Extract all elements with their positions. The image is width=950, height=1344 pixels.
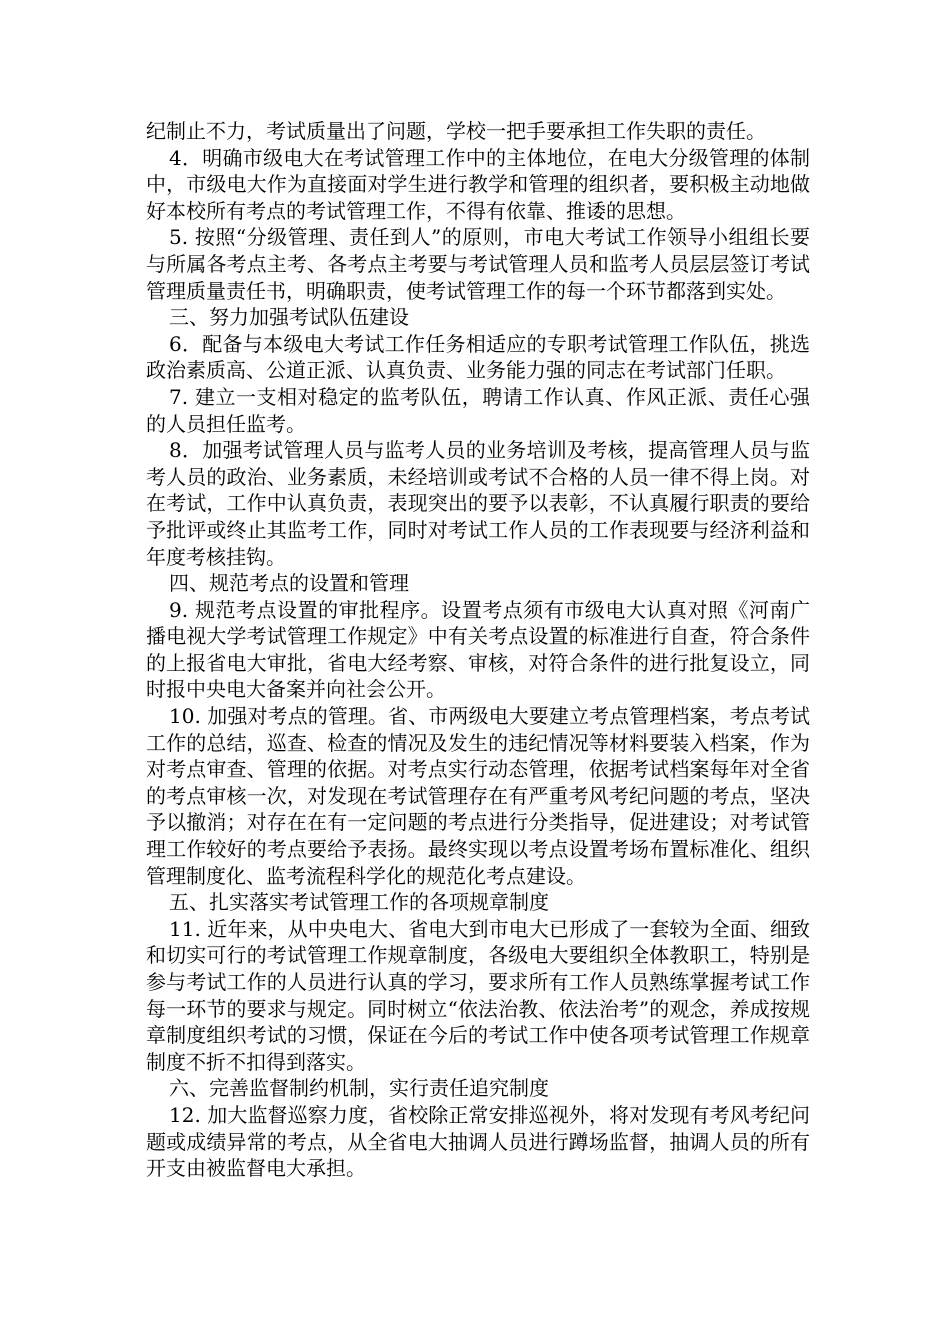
section-heading-6: 六、完善监督制约机制，实行责任追究制度: [169, 1076, 549, 1101]
paragraph-item-5: 5. 按照“分级管理、责任到人”的原则，市电大考试工作领导小组组长要与所属各考点主考、各考点主考要与考试管理人员和监考人员层层签订考试管理质量责任书，明确职责，使考试管理工作的每一个环节都落到实处。: [146, 225, 810, 303]
section-heading-3: 三、努力加强考试队伍建设: [169, 305, 409, 330]
document-body: [146, 118, 810, 1182]
paragraph-item-10: 10. 加强对考点的管理。省、市两级电大要建立考点管理档案，考点考试工作的总结，巡查、检查的情况及发生的违纪情况等材料要装入档案，作为对考点审查、管理的依据。对考点实行动态管理，依据考试档案每年对全省的考点审核一次，对发现在考试管理存在有严重考风考纪问题的考点，坚决予以撤消；对存在在有一定问题的考点进行分类指导，促进建设；对考试管理工作较好的考点要给予表扬。最终实现以考点设置考场布置标准化、组织管理制度化、监考流程科学化的规范化考点建设。: [146, 704, 810, 888]
paragraph-item-7: 7. 建立一支相对稳定的监考队伍，聘请工作认真、作风正派、责任心强的人员担任监考。: [146, 384, 810, 436]
paragraph-continuation: 纪制止不力，考试质量出了问题，学校一把手要承担工作失职的责任。: [146, 119, 766, 143]
paragraph-item-8: 8．加强考试管理人员与监考人员的业务培训及考核，提高管理人员与监考人员的政治、业务素质，未经培训或考试不合格的人员一律不得上岗。对在考试，工作中认真负责，表现突出的要予以表彰，不认真履行职责的要给予批评或终止其监考工作，同时对考试工作人员的工作表现要与经济利益和年度考核挂钩。: [146, 438, 810, 569]
paragraph-item-9: 9. 规范考点设置的审批程序。设置考点须有市级电大认真对照《河南广播电视大学考试管理工作规定》中有关考点设置的标准进行自查，符合条件的上报省电大审批，省电大经考察、审核，对符合条件的进行批复设立，同时报中央电大备案并向社会公开。: [146, 597, 810, 702]
paragraph-item-12: 12. 加大监督巡察力度，省校除正常安排巡视外，将对发现有考风考纪问题或成绩异常的考点，从全省电大抽调人员进行蹲场监督，抽调人员的所有开支由被监督电大承担。: [146, 1102, 810, 1181]
paragraph-item-11: 11. 近年来，从中央电大、省电大到市电大已形成了一套较为全面、细致和切实可行的考试管理工作规章制度，各级电大要组织全体教职工，特别是参与考试工作的人员进行认真的学习，要求所有工作人员熟练掌握考试工作每一环节的要求与规定。同时树立“依法治教、依法治考”的观念，养成按规章制度组织考试的习惯，保证在今后的考试工作中使各项考试管理工作规章制度不折不扣得到落实。: [146, 916, 810, 1074]
paragraph-item-4: 4．明确市级电大在考试管理工作中的主体地位，在电大分级管理的体制中，市级电大作为直接面对学生进行教学和管理的组织者，要积极主动地做好本校所有考点的考试管理工作，不得有依靠、推诿的思想。: [146, 145, 810, 223]
paragraph-item-6: 6．配备与本级电大考试工作任务相适应的专职考试管理工作队伍，挑选政治素质高、公道正派、认真负责、业务能力强的同志在考试部门任职。: [146, 331, 810, 383]
section-heading-4: 四、规范考点的设置和管理: [169, 571, 409, 596]
section-heading-5: 五、扎实落实考试管理工作的各项规章制度: [169, 890, 549, 915]
